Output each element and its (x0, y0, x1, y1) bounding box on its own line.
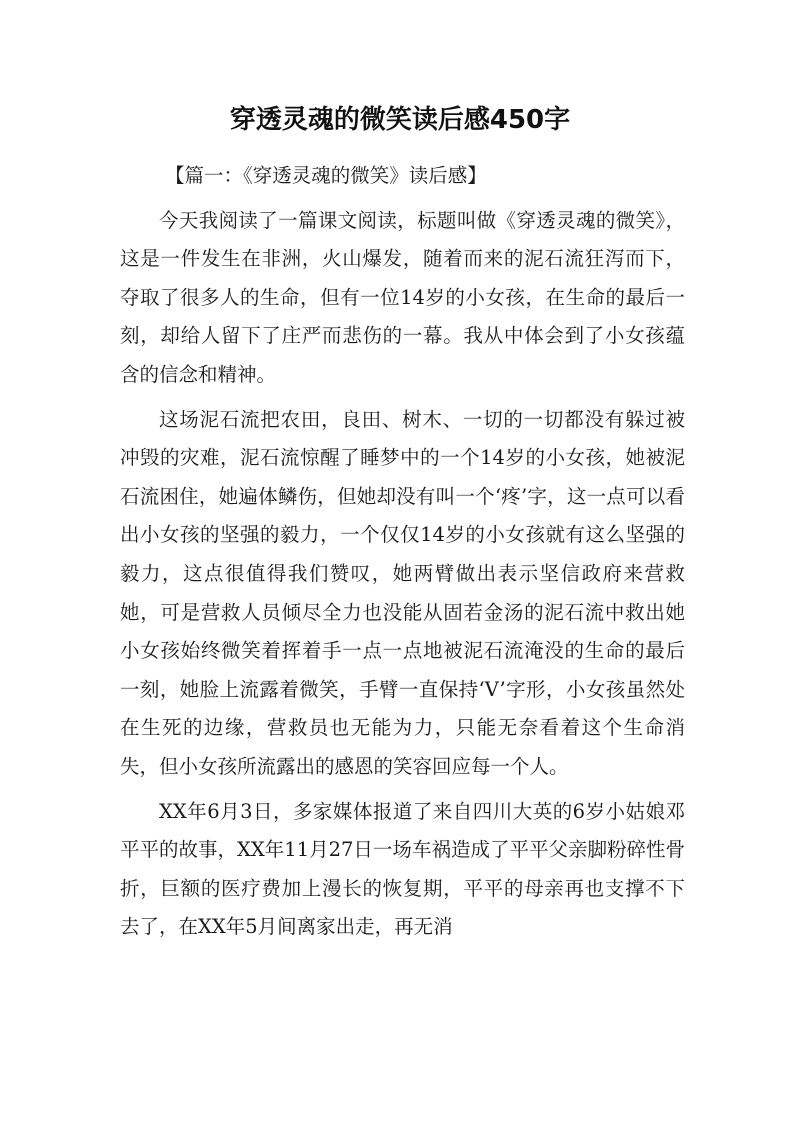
document-body (120, 157, 685, 947)
document-title: 穿透灵魂的微笑读后感450字 (229, 105, 571, 135)
paragraph-2: 这场泥石流把农田，良田、树木、一切的一切都没有躲过被冲毁的灾难，泥石流惊醒了睡梦中的一个14岁的小女孩，她被泥石流困住，她遍体鳞伤，但她却没有叫一个‘疼’字，这一点可以看出小女孩的坚强的毅力，一个仅仅14岁的小女孩就有这么坚强的毅力，这点很值得我们赞叹，她两臂做出表示坚信政府来营救她，可是营救人员倾尽全力也没能从固若金汤的泥石流中救出她小女孩始终微笑着挥着手一点一点地被泥石流淹没的生命的最后一刻，她脸上流露着微笑，手臂一直保持‘V’字形，小女孩虽然处在生死的边缘，营救员也无能为力，只能无奈看着这个生命消失，但小女孩所流露出的感恩的笑容回应每一个人。 (120, 407, 685, 778)
paragraph-3: XX年6月3日，多家媒体报道了来自四川大英的6岁小姑娘邓平平的故事，XX年11月27日一场车祸造成了平平父亲脚粉碎性骨折，巨额的医疗费加上漫长的恢复期，平平的母亲再也支撑不下去了，在XX年5月间离家出走，再无消 (120, 799, 685, 939)
paragraph-1: 今天我阅读了一篇课文阅读，标题叫做《穿透灵魂的微笑》，这是一件发生在非洲，火山爆发，随着而来的泥石流狂泻而下，夺取了很多人的生命，但有一位14岁的小女孩，在生命的最后一刻，却给人留下了庄严而悲伤的一幕。我从中体会到了小女孩蕴含的信念和精神。 (120, 208, 685, 386)
section-heading: 【篇一：《穿透灵魂的微笑》读后感】 (165, 164, 487, 187)
